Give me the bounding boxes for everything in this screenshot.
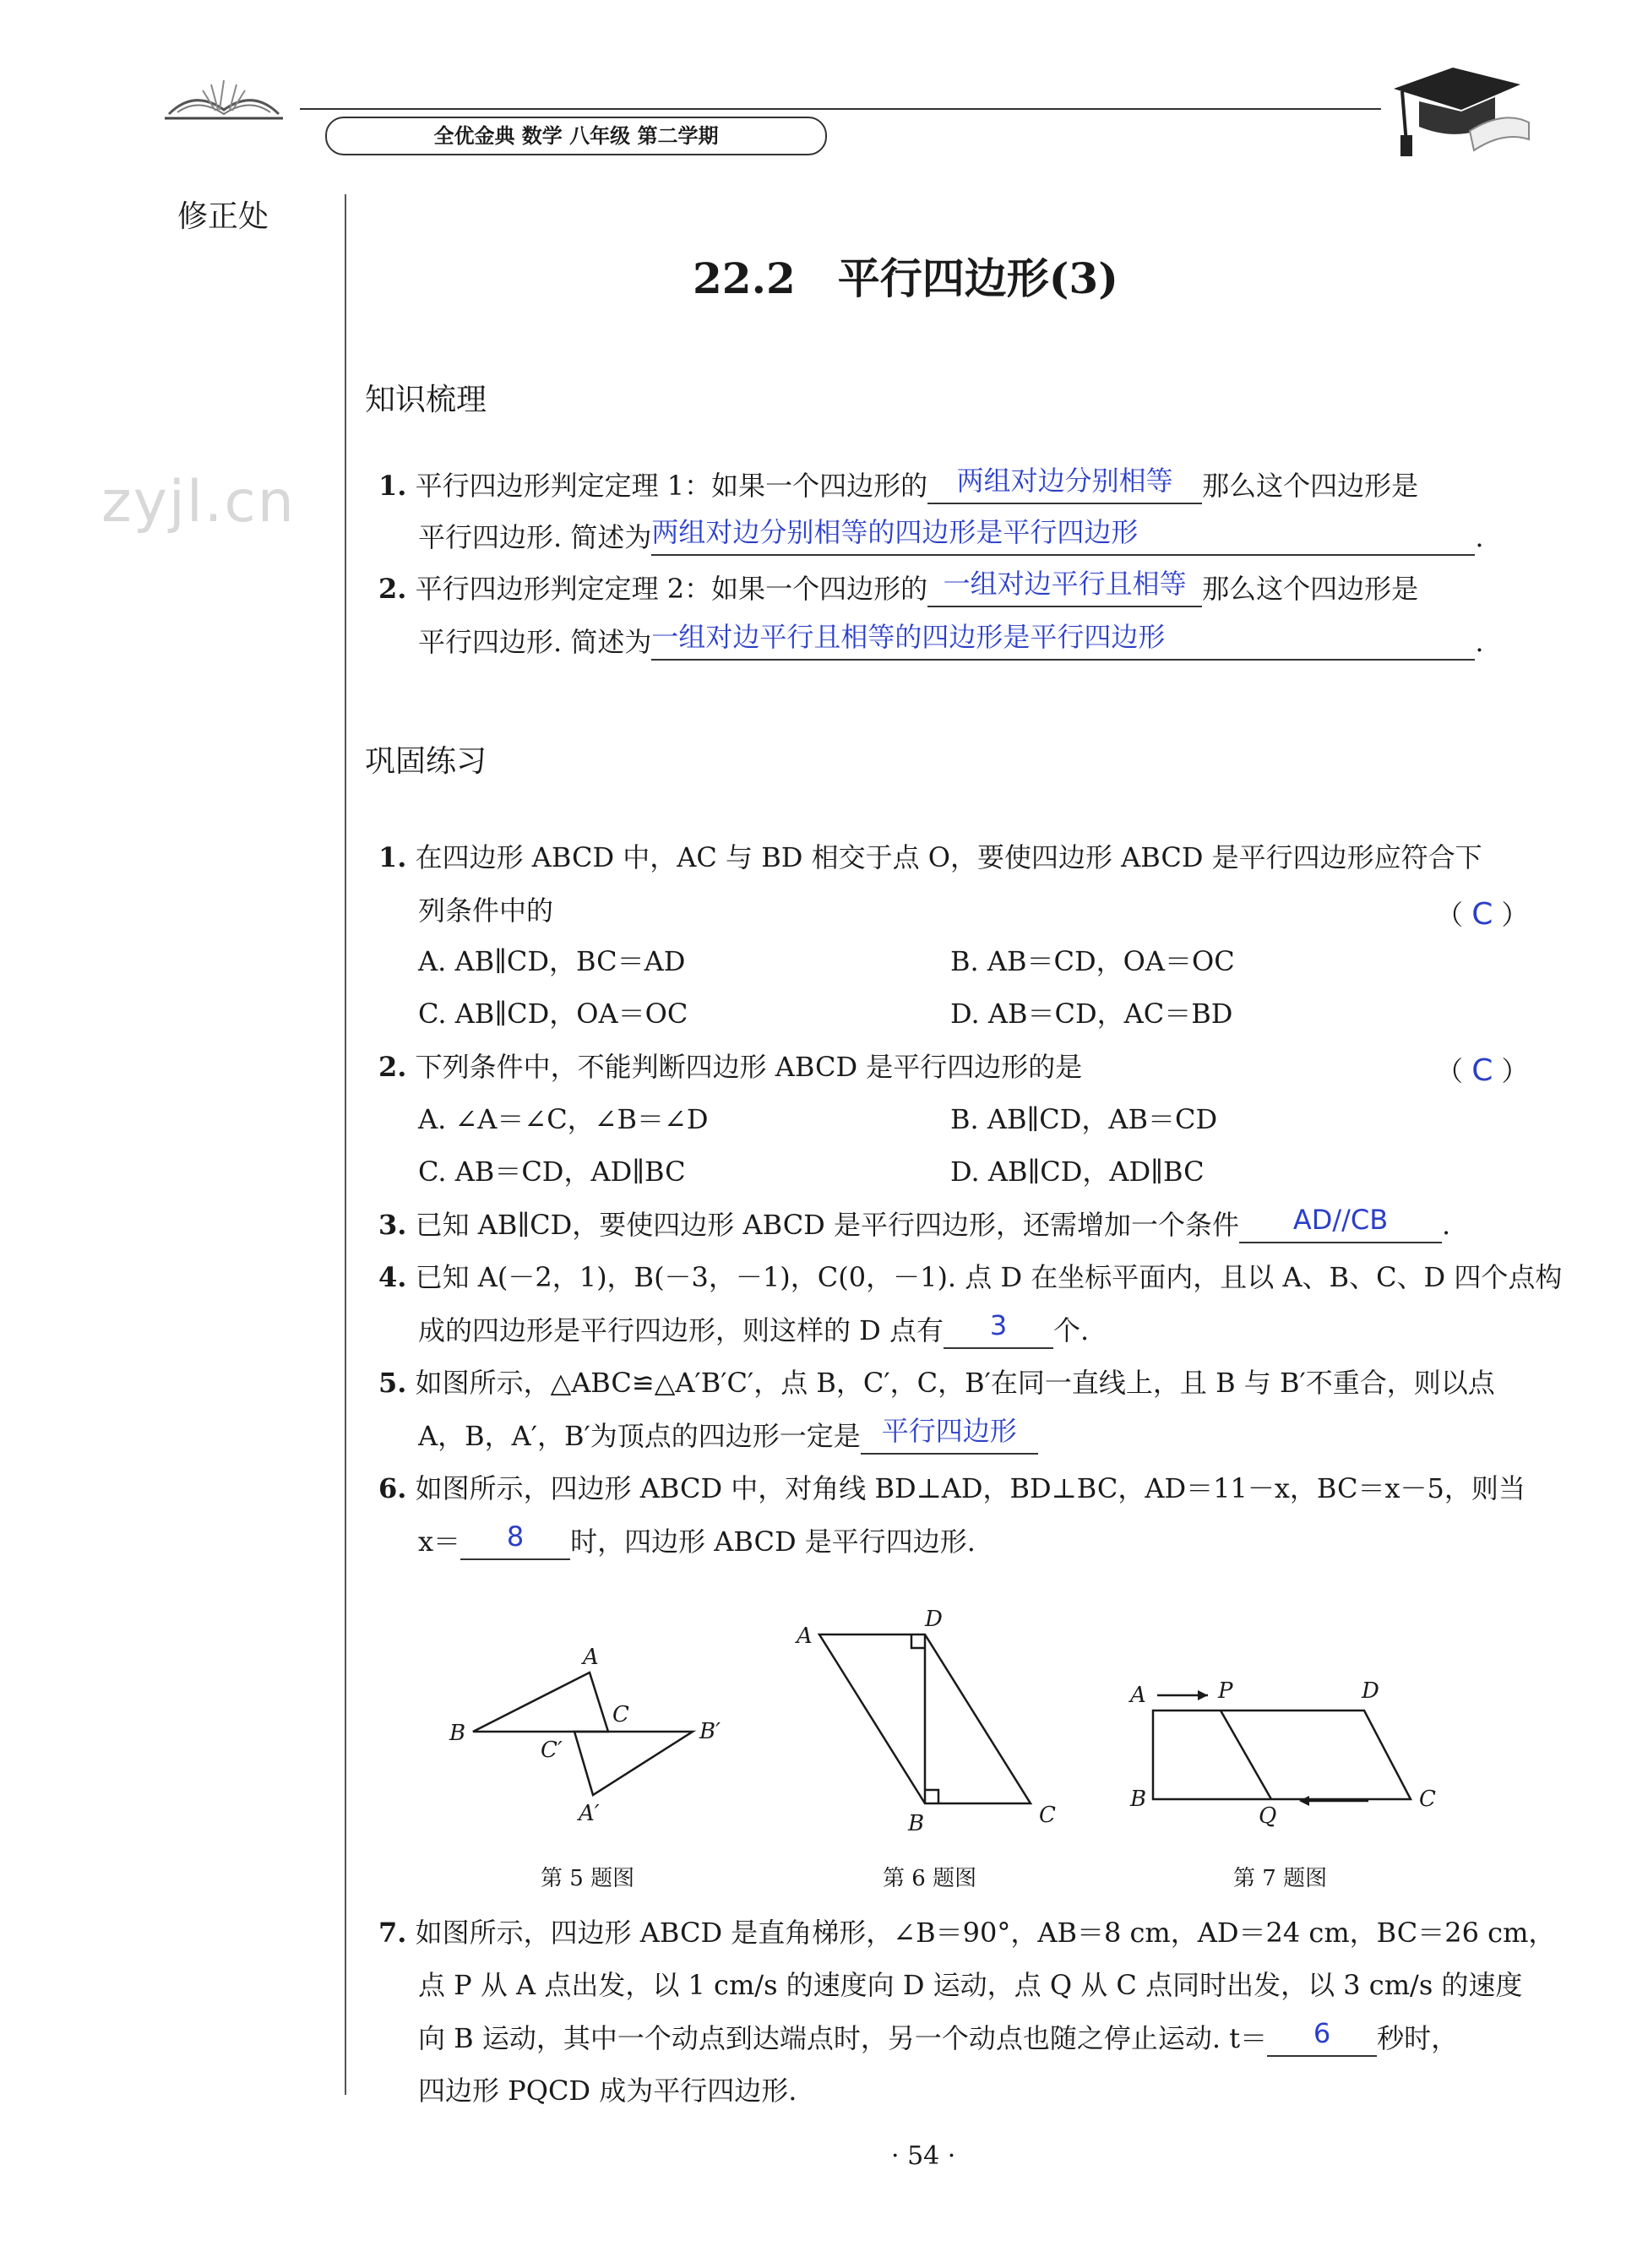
figure-6 bbox=[790, 1601, 1069, 1837]
fig7-label-b: B bbox=[1130, 1787, 1147, 1812]
q1-line2: 列条件中的 bbox=[418, 895, 554, 927]
handwritten-answer: 3 bbox=[989, 1309, 1008, 1341]
q2-option-c: C. AB＝CD，AD∥BC bbox=[418, 1156, 686, 1188]
correction-label: 修正处 bbox=[177, 199, 269, 234]
fig5-label-c-prime: C′ bbox=[541, 1738, 563, 1763]
knowledge-item-2-line2: 平行四边形. 简述为一组对边平行且相等的四边形是平行四边形 . bbox=[418, 625, 1484, 661]
handwritten-answer: 一组对边平行且相等的四边形是平行四边形 bbox=[651, 621, 1166, 653]
fig6-label-d: D bbox=[925, 1607, 943, 1632]
q1-answer-paren: （ C ） bbox=[1436, 897, 1529, 932]
fig6-label-c: C bbox=[1039, 1803, 1056, 1828]
q6-line2: x＝ 8 时，四边形 ABCD 是平行四边形. bbox=[418, 1525, 976, 1560]
q1-option-d: D. AB＝CD，AC＝BD bbox=[950, 998, 1233, 1030]
fig7-arrow-left bbox=[1299, 1796, 1309, 1806]
fig5-label-a: A bbox=[583, 1645, 599, 1670]
q7-line1: 7. 如图所示，四边形 ABCD 是直角梯形，∠B＝90°，AB＝8 cm，AD＝24 cm，BC＝26 cm， bbox=[378, 1917, 1556, 1949]
header-rule bbox=[300, 108, 1381, 110]
q2-option-b: B. AB∥CD，AB＝CD bbox=[950, 1103, 1218, 1135]
knowledge-item-1-line1: 1. 平行四边形判定定理 1：如果一个四边形的 两组对边分别相等 那么这个四边形是 bbox=[378, 469, 1418, 504]
q7-line4: 四边形 PQCD 成为平行四边形. bbox=[418, 2075, 797, 2107]
q1-line1: 1. 在四边形 ABCD 中，AC 与 BD 相交于点 O，要使四边形 ABCD 是平行四边形应符合下 bbox=[378, 841, 1482, 873]
q2-option-a: A. ∠A＝∠C，∠B＝∠D bbox=[418, 1103, 709, 1135]
graduation-cap-icon bbox=[1385, 51, 1533, 160]
q1-option-b: B. AB＝CD，OA＝OC bbox=[950, 945, 1235, 977]
fig5-label-a-prime: A′ bbox=[579, 1801, 600, 1826]
handwritten-answer: C bbox=[1471, 1053, 1493, 1088]
handwritten-answer: C bbox=[1471, 897, 1493, 932]
fig7-arrow-right bbox=[1198, 1690, 1208, 1700]
fig5-caption: 第 5 题图 bbox=[541, 1866, 635, 1891]
knowledge-heading: 知识梳理 bbox=[365, 383, 487, 417]
handwritten-answer: 两组对边分别相等的四边形是平行四边形 bbox=[651, 516, 1139, 548]
fig7-label-c: C bbox=[1419, 1787, 1436, 1812]
knowledge-item-2-line1: 2. 平行四边形判定定理 2：如果一个四边形的 一组对边平行且相等 那么这个四边形是 bbox=[378, 572, 1418, 607]
q2-option-d: D. AB∥CD，AD∥BC bbox=[950, 1156, 1205, 1188]
q3-line: 3. 已知 AB∥CD，要使四边形 ABCD 是平行四边形，还需增加一个条件 AD//CB . bbox=[378, 1208, 1450, 1243]
q2-answer-paren: （ C ） bbox=[1436, 1053, 1529, 1088]
q7-line3: 向 B 运动，其中一个动点到达端点时，另一个动点也随之停止运动. t＝ 6 秒时， bbox=[418, 2021, 1458, 2057]
handwritten-answer: 8 bbox=[506, 1520, 525, 1553]
fig7-label-p: P bbox=[1218, 1678, 1233, 1704]
knowledge-item-1-line2: 平行四边形. 简述为两组对边分别相等的四边形是平行四边形 . bbox=[418, 520, 1484, 556]
fig6-caption: 第 6 题图 bbox=[883, 1866, 977, 1891]
q6-line1: 6. 如图所示，四边形 ABCD 中，对角线 BD⊥AD，BD⊥BC，AD＝11－x，BC＝x－5，则当 bbox=[378, 1472, 1526, 1504]
q7-line2: 点 P 从 A 点出发，以 1 cm/s 的速度向 D 运动，点 Q 从 C 点同时出发，以 3 cm/s 的速度 bbox=[418, 1969, 1523, 2001]
handwritten-answer: 两组对边分别相等 bbox=[956, 465, 1173, 497]
handwritten-answer: 平行四边形 bbox=[881, 1415, 1017, 1447]
fig7-label-d: D bbox=[1362, 1678, 1379, 1704]
handwritten-answer: AD//CB bbox=[1292, 1204, 1389, 1236]
q5-line2: A，B，A′，B′为顶点的四边形一定是 平行四边形 bbox=[418, 1419, 1038, 1455]
book-title: 全优金典 数学 八年级 第二学期 bbox=[325, 117, 827, 155]
fig7-label-a: A bbox=[1130, 1683, 1146, 1708]
q1-option-a: A. AB∥CD，BC＝AD bbox=[418, 945, 686, 977]
fig5-label-c: C bbox=[612, 1702, 629, 1727]
q5-line1: 5. 如图所示，△ABC≌△A′B′C′，点 B，C′，C，B′在同一直线上，且 B 与 B′不重合，则以点 bbox=[378, 1367, 1495, 1399]
q1-option-c: C. AB∥CD，OA＝OC bbox=[418, 998, 688, 1030]
fig6-label-a: A bbox=[797, 1623, 813, 1649]
figure-5 bbox=[439, 1622, 743, 1833]
watermark: zyjl.cn bbox=[101, 469, 296, 536]
fig5-label-b: B bbox=[449, 1721, 466, 1746]
open-book-icon bbox=[160, 72, 287, 122]
fig5-label-b-prime: B′ bbox=[699, 1719, 721, 1744]
handwritten-answer: 6 bbox=[1313, 2017, 1331, 2049]
q4-line1: 4. 已知 A(－2，1)，B(－3，－1)，C(0，－1). 点 D 在坐标平面内，且以 A、B、C、D 四个点构 bbox=[378, 1261, 1563, 1293]
page-number: · 54 · bbox=[891, 2141, 956, 2171]
handwritten-answer: 一组对边平行且相等 bbox=[943, 568, 1187, 600]
fig6-label-b: B bbox=[908, 1811, 925, 1836]
q2-line1: 2. 下列条件中，不能判断四边形 ABCD 是平行四边形的是 bbox=[378, 1051, 1083, 1083]
fig7-label-q: Q bbox=[1259, 1803, 1277, 1829]
q4-line2: 成的四边形是平行四边形，则这样的 D 点有 3 个. bbox=[418, 1313, 1089, 1349]
page-title: 22.2 平行四边形(3) bbox=[693, 253, 1118, 303]
practice-heading: 巩固练习 bbox=[365, 744, 487, 779]
margin-rule bbox=[345, 194, 346, 2095]
fig7-caption: 第 7 题图 bbox=[1233, 1866, 1328, 1891]
figure-7 bbox=[1123, 1672, 1461, 1833]
